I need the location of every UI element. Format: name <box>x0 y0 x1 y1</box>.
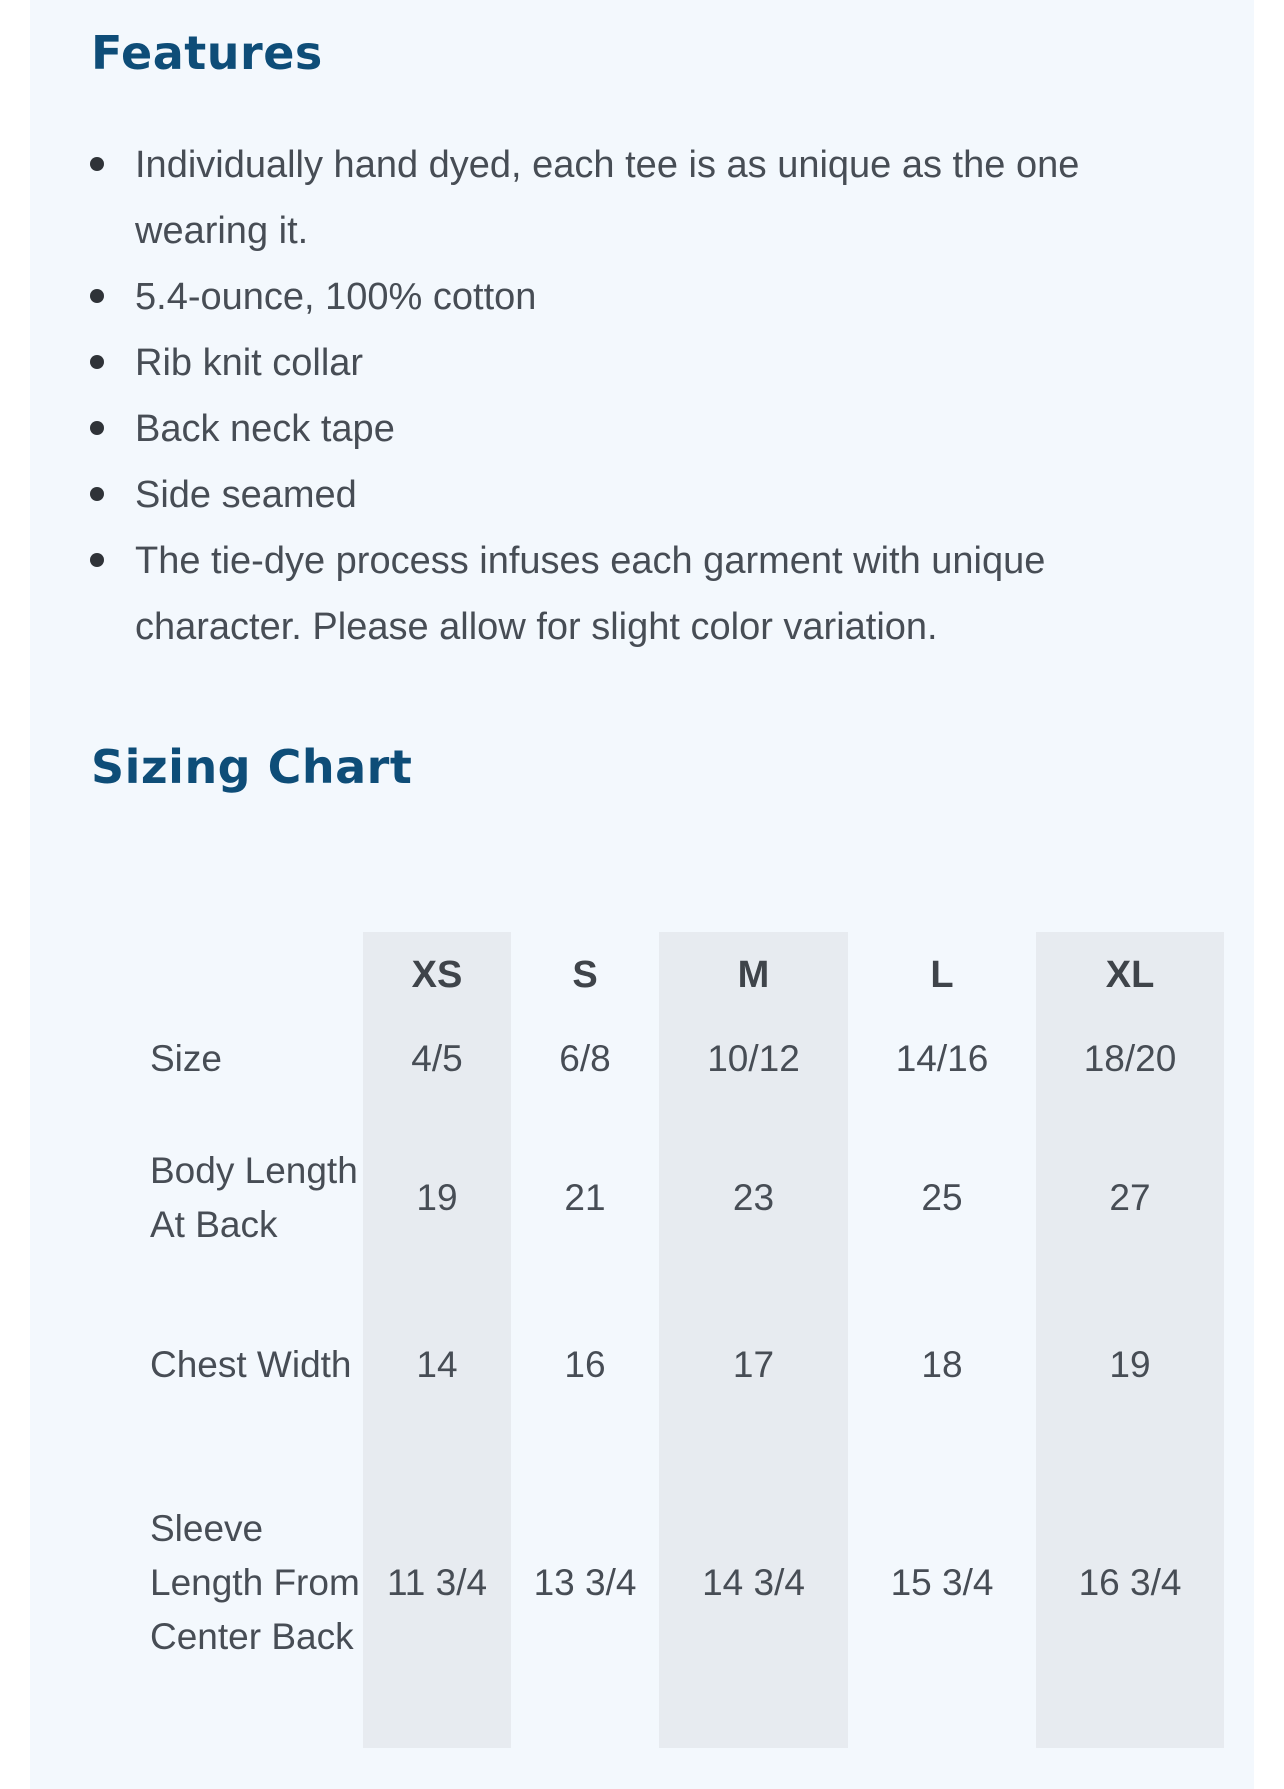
feature-item <box>30 132 1254 264</box>
table-cell: 18 <box>921 1344 963 1385</box>
feature-item <box>30 264 1254 330</box>
feature-text: Rib knit collar <box>135 342 364 384</box>
table-cell: 23 <box>659 1100 848 1295</box>
table-cell: 14 3/4 <box>659 1435 848 1730</box>
header-size-m: M <box>659 932 848 1018</box>
feature-item <box>30 462 1254 528</box>
feature-item <box>30 396 1254 462</box>
table-cell: 4/5 <box>363 1018 511 1100</box>
feature-item <box>30 330 1254 396</box>
table-row <box>110 1295 1224 1435</box>
table-cell: 21 <box>564 1176 606 1218</box>
row-label: Sleeve Length From Center Back <box>150 1507 360 1657</box>
table-cell: 14 <box>363 1295 511 1435</box>
table-cell: 14/16 <box>895 1038 989 1079</box>
header-empty-cell <box>110 932 363 1018</box>
table-cell: 17 <box>659 1295 848 1435</box>
spacer-cell <box>1036 1730 1224 1748</box>
header-size-xs: XS <box>363 932 511 1018</box>
table-cell: 15 3/4 <box>890 1561 994 1603</box>
bullet-icon <box>90 553 104 567</box>
row-label: Chest Width <box>150 1344 352 1385</box>
table-cell: 16 3/4 <box>1036 1435 1224 1730</box>
table-row <box>110 1018 1224 1100</box>
bullet-icon <box>90 421 104 435</box>
feature-text: Back neck tape <box>135 408 395 450</box>
features-heading: Features <box>91 26 323 80</box>
table-cell: 6/8 <box>559 1038 611 1079</box>
spacer-cell <box>659 1730 848 1748</box>
spacer-cell <box>848 1730 1036 1748</box>
spacer-cell <box>511 1730 659 1748</box>
table-spacer-row <box>110 1730 1224 1748</box>
bullet-icon <box>90 157 104 171</box>
table-cell: 19 <box>363 1100 511 1295</box>
table-row <box>110 1100 1224 1295</box>
header-size-l: L <box>930 953 954 996</box>
bullet-icon <box>90 355 104 369</box>
spacer-cell <box>363 1730 511 1748</box>
table-cell: 27 <box>1036 1100 1224 1295</box>
feature-text: Side seamed <box>135 474 357 516</box>
row-label: Size <box>150 1038 222 1079</box>
bullet-icon <box>90 487 104 501</box>
feature-text: The tie-dye process infuses each garment with unique character. Please allow for slight color variation. <box>135 540 1046 648</box>
table-cell: 13 3/4 <box>533 1561 637 1603</box>
table-cell: 25 <box>921 1176 963 1218</box>
features-list <box>30 132 1254 660</box>
table-row <box>110 1435 1224 1730</box>
table-cell: 11 3/4 <box>363 1435 511 1730</box>
header-size-s: S <box>572 953 598 996</box>
sizing-table <box>110 932 1224 1748</box>
header-size-xl: XL <box>1036 932 1224 1018</box>
table-header-row <box>110 932 1224 1018</box>
table-cell: 10/12 <box>659 1018 848 1100</box>
spacer-cell <box>110 1730 363 1748</box>
table-cell: 19 <box>1036 1295 1224 1435</box>
bullet-icon <box>90 289 104 303</box>
feature-text: Individually hand dyed, each tee is as unique as the one wearing it. <box>135 144 1080 252</box>
table-cell: 18/20 <box>1036 1018 1224 1100</box>
feature-item <box>30 528 1254 660</box>
table-cell: 16 <box>564 1344 606 1385</box>
feature-text: 5.4-ounce, 100% cotton <box>135 276 537 318</box>
sizing-chart-heading: Sizing Chart <box>91 740 413 794</box>
row-label: Body Length At Back <box>150 1149 358 1245</box>
product-details-panel <box>30 0 1254 1789</box>
